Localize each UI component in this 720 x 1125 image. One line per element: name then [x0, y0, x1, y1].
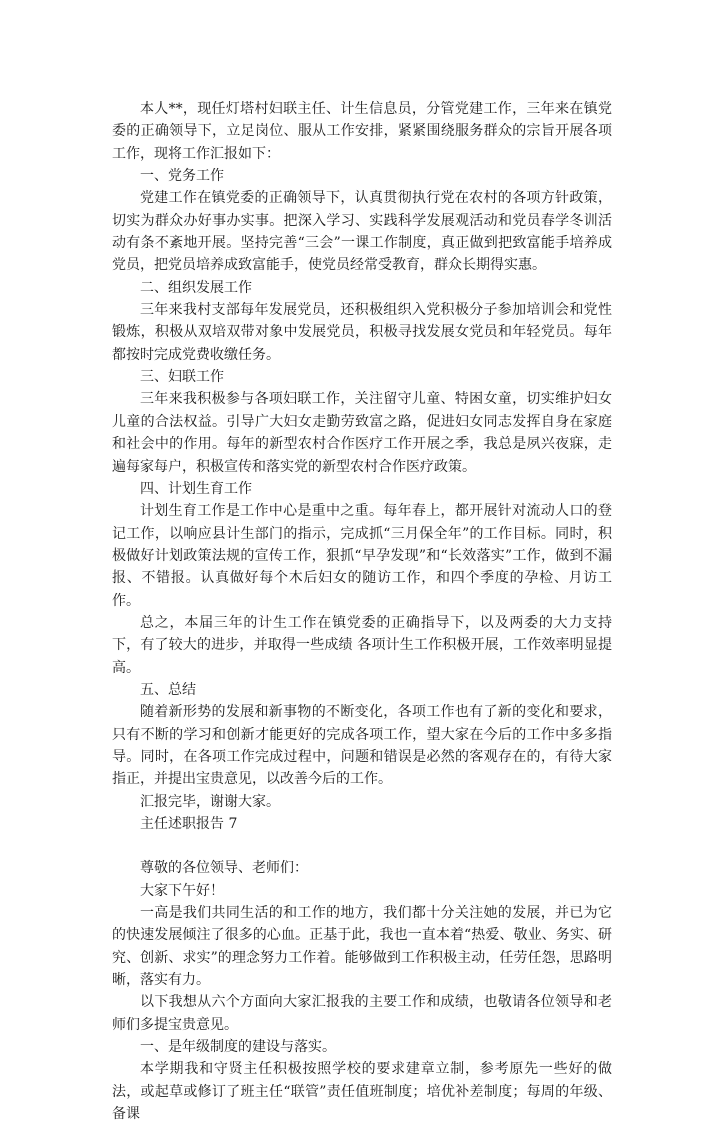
school-intro-paragraph: 一高是我们共同生活的和工作的地方，我们都十分关注她的发展，并已为它的快速发展倾注了很多的心血。正基于此，我也一直本着“热爱、敬业、务实、研究、创新、求实”的理念努力工作着。能够做到工作积极主动，任劳任怨，思路明晰，落实有力。: [112, 905, 612, 989]
section-heading-grade-system: 一、是年级制度的建设与落实。: [140, 1039, 336, 1056]
closing-paragraph: 汇报完毕，谢谢大家。: [140, 793, 280, 810]
section-heading-party-affairs: 一、党务工作: [140, 168, 224, 185]
womens-federation-paragraph: 三年来我积极参与各项妇联工作，关注留守儿童、特困女童，切实维护妇女儿童的合法权益。引导广大妇女走勤劳致富之路，促进妇女同志发挥自身在家庭和社会中的作用。每年的新型农村合作医疗工作开展之季，我总是夙兴夜寐，走遍每家每户，积极宣传和落实党的新型农村合作医疗政策。: [112, 391, 612, 475]
family-planning-summary-paragraph: 总之，本届三年的计生工作在镇党委的正确指导下，以及两委的大力支持下，有了较大的进步，并取得一些成绩 各项计生工作积极开展，工作效率明显提高。: [112, 614, 612, 676]
grade-system-paragraph: 本学期我和守贤主任积极按照学校的要求建章立制，参考原先一些好的做法，或起草或修订了班主任“联管”责任值班制度；培优补差制度；每周的年级、备课: [112, 1061, 612, 1123]
party-affairs-paragraph: 党建工作在镇党委的正确领导下，认真贯彻执行党在农村的各项方针政策，切实为群众办好事办实事。把深入学习、实践科学发展观活动和党员春学冬训活动有条不紊地开展。坚持完善“三会”一课工作制度，真正做到把致富能手培养成党员，把党员培养成致富能手，使党员经常受教育，群众长期得实惠。: [112, 190, 612, 274]
section-heading-summary: 五、总结: [140, 681, 196, 698]
greeting: 大家下午好！: [140, 882, 224, 899]
summary-paragraph: 随着新形势的发展和新事物的不断变化，各项工作也有了新的变化和要求，只有不断的学习和创新才能更好的完成各项工作，望大家在今后的工作中多多指导。同时，在各项工作完成过程中，问题和错误是必然的客观存在的，有待大家指正，并提出宝贵意见，以改善今后的工作。: [112, 704, 612, 788]
salutation: 尊敬的各位领导、老师们：: [140, 860, 308, 877]
family-planning-paragraph: 计划生育工作是工作中心是重中之重。每年春上，都开展针对流动人口的登记工作，以响应县计生部门的指示，完成抓“三月保全年”的工作目标。同时，积极做好计划政策法规的宣传工作，狠抓“早孕发现”和“长效落实”工作，做到不漏报、不错报。认真做好每个木后妇女的随访工作，和四个季度的孕检、月访工作。: [112, 503, 612, 609]
blank-line: [112, 835, 612, 857]
section-heading-womens-federation: 三、妇联工作: [140, 369, 224, 386]
report-outline-paragraph: 以下我想从六个方面向大家汇报我的主要工作和成绩，也敬请各位领导和老师们多提宝贵意见。: [112, 994, 612, 1033]
report-title: 主任述职报告 7: [140, 816, 238, 832]
section-heading-family-planning: 四、计划生育工作: [140, 480, 252, 497]
organization-paragraph: 三年来我村支部每年发展党员，还积极组织入党积极分子参加培训会和党性锻炼，积极从双培双带对象中发展党员，积极寻找发展女党员和年轻党员。每年都按时完成党费收缴任务。: [112, 302, 612, 363]
intro-paragraph: 本人**，现任灯塔村妇联主任、计生信息员，分管党建工作，三年来在镇党委的正确领导下，立足岗位、服从工作安排，紧紧围绕服务群众的宗旨开展各项工作，现将工作汇报如下：: [112, 101, 612, 162]
document-page: [112, 98, 612, 1125]
section-heading-organization: 二、组织发展工作: [140, 279, 252, 296]
